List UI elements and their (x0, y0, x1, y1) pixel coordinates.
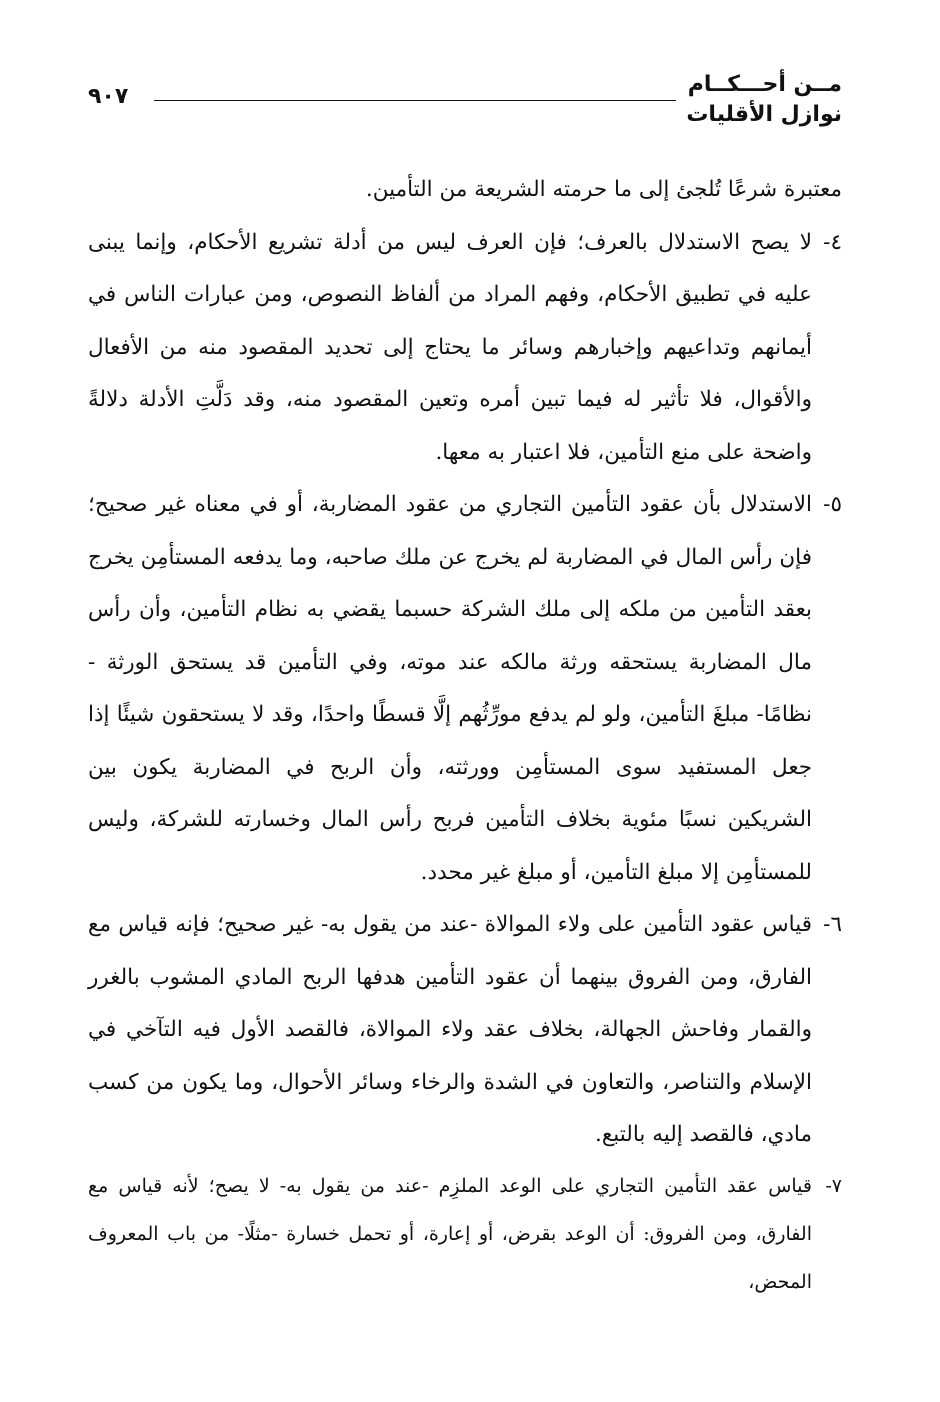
book-title-line-1: مــن أحـــكــام (687, 72, 842, 97)
item-text: قياس عقود التأمين على ولاء الموالاة -عند من يقول به- غير صحيح؛ فإنه قياس مع الفارق، ومن الفروق بينهما أن عقود التأمين هدفها الربح المادي المشوب بالغرر والقمار وفاحش الجهالة، بخلاف عقد ولاء الموالاة، فالقصد الأول فيه التآخي في الإسلام والتناصر، والتعاون في الشدة والرخاء وسائر الأحوال، وما يكون من كسب مادي، فالقصد إليه بالتبع. (88, 912, 812, 1147)
book-title (686, 70, 842, 130)
item-number: ٤- (823, 229, 842, 255)
item-number: ٥- (823, 492, 842, 517)
item-text: قياس عقد التأمين التجاري على الوعد الملزِم -عند من يقول به- لا يصح؛ لأنه قياس مع الفارق، ومن الفروق: أن الوعد بقرض، أو إعارة، أو تحمل خسارة -مثلًا- من باب المعروف المحض، (88, 1174, 812, 1293)
numbered-item-4 (88, 217, 842, 480)
item-text: لا يصح الاستدلال بالعرف؛ فإن العرف ليس من أدلة تشريع الأحكام، وإنما يبنى عليه في تطبيق الأحكام، وفهم المراد من ألفاظ النصوص، ومن عبارات الناس في أيمانهم وتداعيهم وإخبارهم وسائر ما يحتاج إلى تحديد المقصود منه من الأفعال والأقوال، فلا تأثير له فيما تبين أمره وتعين المقصود منه، وقد دَلَّتِ الأدلة دلالةً واضحة على منع التأمين، فلا اعتبار به معها. (88, 229, 812, 465)
paragraph-continuation (88, 164, 842, 217)
numbered-item-7 (88, 1162, 842, 1306)
page-number: ٩٠٧ (88, 84, 129, 109)
item-number: ٧- (825, 1174, 842, 1197)
item-text: الاستدلال بأن عقود التأمين التجاري من عقود المضاربة، أو في معناه غير صحيح؛ فإن رأس المال في المضاربة لم يخرج عن ملك صاحبه، وما يدفعه المستأمِن يخرج بعقد التأمين من ملكه إلى ملك الشركة حسبما يقضي به نظام التأمين، وأن رأس مال المضاربة يستحقه ورثة مالكه عند موته، وفي التأمين قد يستحق الورثة - نظامًا- مبلغَ التأمين، ولو لم يدفع مورِّثُهم إلَّا قسطًا واحدًا، وقد لا يستحقون شيئًا إذا جعل المستفيد سوى المستأمِن وورثته، وأن الربح في المضاربة يكون بين الشريكين نسبًا مئوية بخلاف التأمين فربح رأس المال وخسارته للشركة، وليس للمستأمِن إلا مبلغ التأمين، أو مبلغ غير محدد. (88, 492, 812, 885)
book-title-line-2: نوازل الأقليات (686, 102, 842, 127)
header-rule (154, 100, 676, 101)
body-text (88, 164, 842, 1306)
item-number: ٦- (823, 912, 842, 937)
running-header (88, 70, 842, 140)
paragraph-text: معتبرة شرعًا تُلجئ إلى ما حرمته الشريعة من التأمين. (365, 177, 842, 202)
numbered-item-5 (88, 479, 842, 899)
numbered-item-6 (88, 899, 842, 1162)
